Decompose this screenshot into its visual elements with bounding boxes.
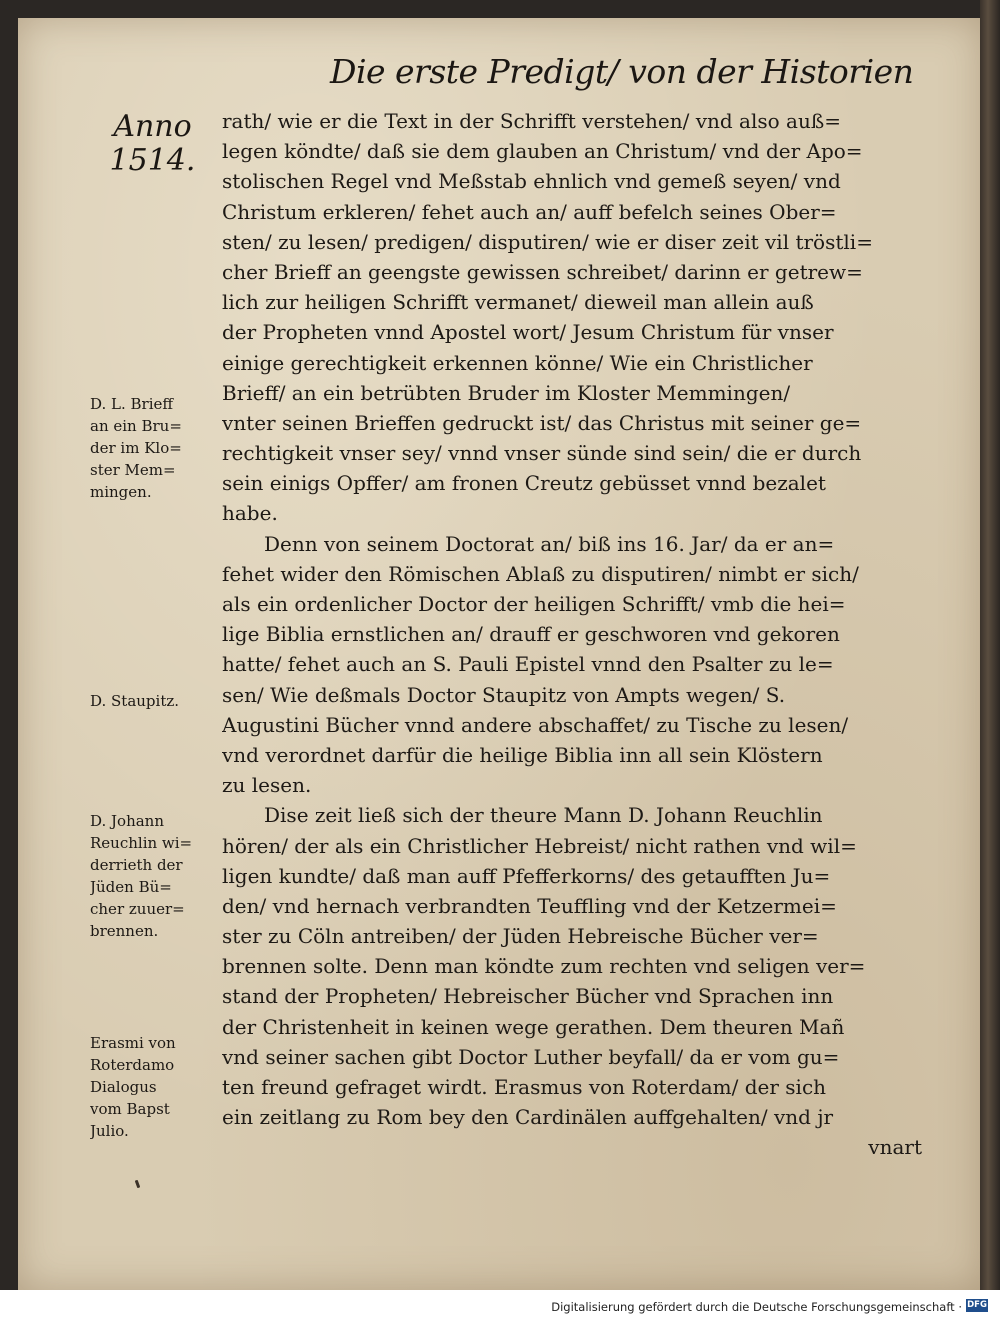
dfg-logo-icon: DFG bbox=[967, 1300, 987, 1310]
text-line: der Christenheit in keinen wege gerathen. Dem theuren Mañ bbox=[222, 1014, 845, 1039]
ink-speck bbox=[135, 1180, 141, 1189]
text-line: legen köndte/ daß sie dem glauben an Christum/ vnd der Apo= bbox=[222, 139, 863, 164]
text-line: habe. bbox=[222, 501, 278, 526]
text-line: Denn von seinem Doctorat an/ biß ins 16. Jar/ da er an= bbox=[264, 531, 835, 556]
text-line: der Propheten vnnd Apostel wort/ Jesum Christum für vnser bbox=[222, 320, 834, 345]
text-line: rechtigkeit vnser sey/ vnnd vnser sünde sind sein/ die er durch bbox=[222, 441, 862, 466]
text-line: den/ vnd hernach verbrandten Teuffling vnd der Ketzermei= bbox=[222, 893, 837, 918]
margin-note-staupitz bbox=[90, 690, 222, 712]
text-line: Brieff/ an ein betrübten Bruder im Kloster Memmingen/ bbox=[222, 380, 791, 405]
text-line: ligen kundte/ daß man auff Pfefferkorns/ des getaufften Ju= bbox=[222, 863, 831, 888]
margin-note-line: D. Staupitz. bbox=[90, 692, 180, 710]
main-text-block bbox=[222, 106, 922, 1163]
margin-note-line: Reuchlin wi= bbox=[90, 834, 193, 852]
funding-notice: Digitalisierung gefördert durch die Deutsche Forschungsgemeinschaft · bbox=[551, 1300, 962, 1314]
margin-note-line: mingen. bbox=[90, 483, 152, 501]
text-line: zu lesen. bbox=[222, 773, 312, 798]
text-line: brennen solte. Denn man köndte zum rechten vnd seligen ver= bbox=[222, 954, 866, 979]
text-line: ein zeitlang zu Rom bey den Cardinälen auffgehalten/ vnd jr bbox=[222, 1105, 834, 1130]
margin-note-line: Jüden Bü= bbox=[90, 878, 172, 896]
margin-note-line: cher zuuer= bbox=[90, 900, 185, 918]
margin-note-line: an ein Bru= bbox=[90, 417, 182, 435]
text-line: vnd verordnet darfür die heilige Biblia inn all sein Klöstern bbox=[222, 742, 823, 767]
text-line: einige gerechtigkeit erkennen könne/ Wie ein Christlicher bbox=[222, 350, 813, 375]
margin-note-brieff bbox=[90, 393, 222, 503]
margin-note-line: vom Bapst bbox=[90, 1100, 170, 1118]
anno-year: 1514. bbox=[109, 144, 196, 178]
margin-note-erasmus bbox=[90, 1032, 222, 1142]
margin-note-line: Julio. bbox=[90, 1122, 129, 1140]
text-line: hatte/ fehet auch an S. Pauli Epistel vnnd den Psalter zu le= bbox=[222, 652, 834, 677]
margin-note-line: D. L. Brieff bbox=[90, 395, 174, 413]
text-line: sein einigs Opffer/ am fronen Creutz gebüsset vnnd bezalet bbox=[222, 471, 826, 496]
text-line: fehet wider den Römischen Ablaß zu disputiren/ nimbt er sich/ bbox=[222, 561, 859, 586]
text-line: Christum erkleren/ fehet auch an/ auff befelch seines Ober= bbox=[222, 199, 837, 224]
margin-note-line: der im Klo= bbox=[90, 439, 182, 457]
text-line: vnart bbox=[868, 1135, 922, 1160]
margin-note-reuchlin bbox=[90, 810, 222, 942]
margin-note-line: Erasmi von bbox=[90, 1034, 176, 1052]
margin-note-line: Roterdamo bbox=[90, 1056, 175, 1074]
text-line: Augustini Bücher vnnd andere abschaffet/ zu Tische zu lesen/ bbox=[222, 712, 849, 737]
text-line: lich zur heiligen Schrifft vermanet/ dieweil man allein auß bbox=[222, 290, 814, 315]
text-line: als ein ordenlicher Doctor der heiligen Schrifft/ vmb die hei= bbox=[222, 592, 846, 616]
text-line: stolischen Regel vnd Meßstab ehnlich vnd gemeß seyen/ vnd bbox=[222, 169, 841, 194]
text-line: sten/ zu lesen/ predigen/ disputiren/ wie er diser zeit vil tröstli= bbox=[222, 229, 873, 254]
margin-note-line: derrieth der bbox=[90, 856, 183, 874]
text-line: ster zu Cöln antreiben/ der Jüden Hebreische Bücher ver= bbox=[222, 924, 819, 949]
text-line: stand der Propheten/ Hebreischer Bücher vnd Sprachen inn bbox=[222, 984, 834, 1009]
margin-note-line: Dialogus bbox=[90, 1078, 157, 1096]
text-line: vnter seinen Brieffen gedruckt ist/ das Christus mit seiner ge= bbox=[222, 410, 862, 435]
margin-note-line: brennen. bbox=[90, 922, 159, 940]
text-line: Dise zeit ließ sich der theure Mann D. Johann Reuchlin bbox=[264, 803, 823, 828]
text-line: sen/ Wie deßmals Doctor Staupitz von Ampts wegen/ S. bbox=[222, 682, 786, 707]
text-line: cher Brieff an geengste gewissen schreibet/ darinn er getrew= bbox=[222, 259, 863, 284]
text-line: lige Biblia ernstlichen an/ drauff er geschworen vnd gekoren bbox=[222, 622, 840, 647]
running-title: Die erste Predigt/ von der Historien bbox=[330, 52, 914, 91]
anno-year-label bbox=[100, 110, 205, 178]
text-line: hören/ der als ein Christlicher Hebreist/ nicht rathen vnd wil= bbox=[222, 833, 857, 858]
text-line: ten freund gefraget wirdt. Erasmus von Roterdam/ der sich bbox=[222, 1075, 827, 1099]
text-line: vnd seiner sachen gibt Doctor Luther beyfall/ da er vom gu= bbox=[222, 1044, 840, 1069]
margin-note-line: ster Mem= bbox=[90, 461, 176, 479]
page-edge-shadow bbox=[980, 0, 1000, 1290]
margin-note-line: D. Johann bbox=[90, 812, 164, 830]
anno-word: Anno bbox=[113, 110, 192, 144]
text-line: rath/ wie er die Text in der Schrifft verstehen/ vnd also auß= bbox=[222, 109, 841, 133]
